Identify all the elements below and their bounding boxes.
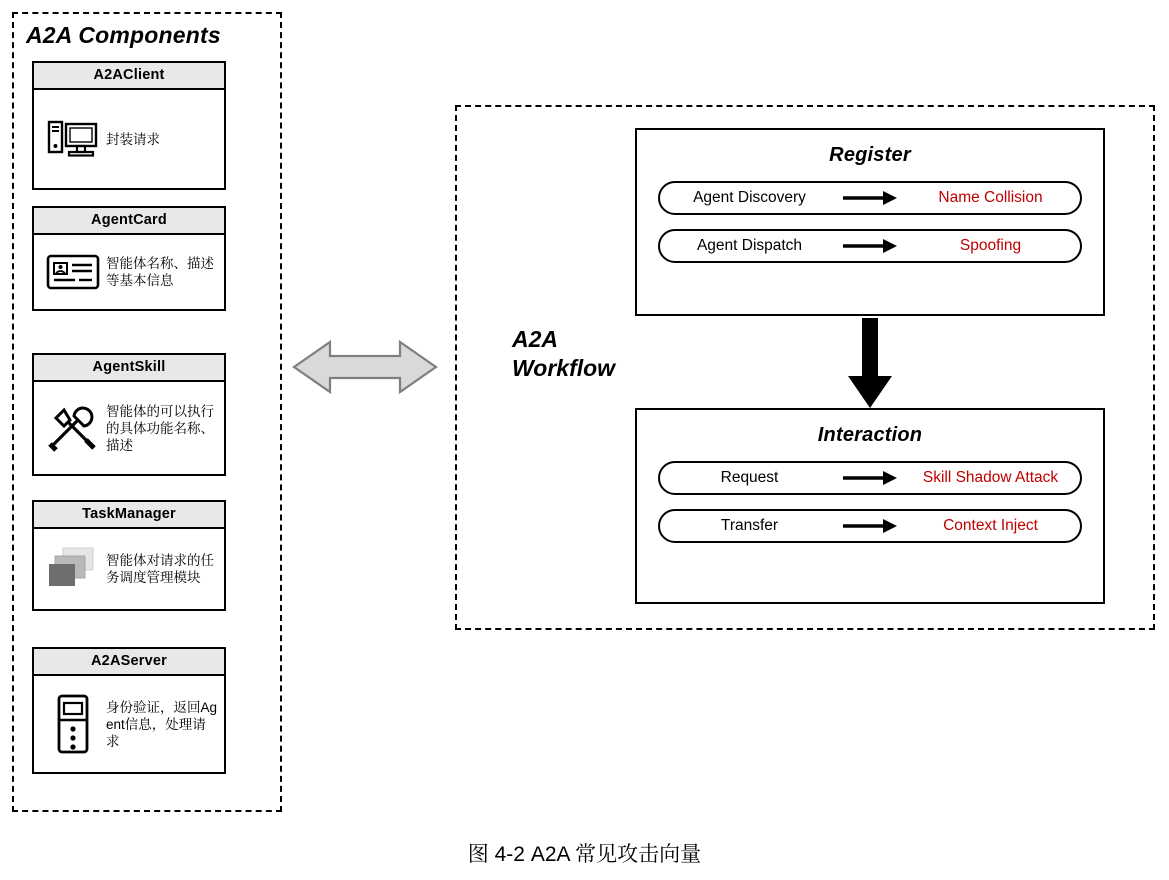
card-body-agentcard	[34, 235, 224, 309]
flow-right-label: Skill Shadow Attack	[922, 469, 1059, 486]
card-body-a2aclient	[34, 90, 224, 188]
component-card-a2aserver	[32, 647, 226, 774]
flow-row-transfer	[658, 509, 1082, 543]
component-card-taskmanager	[32, 500, 226, 611]
flow-row-agent-dispatch	[658, 229, 1082, 263]
phase-title-register: Register	[829, 144, 911, 166]
right-arrow-icon	[839, 190, 901, 206]
flow-left-label: Transfer	[720, 517, 779, 534]
desktop-computer-icon	[42, 112, 104, 166]
tools-icon	[42, 400, 104, 456]
components-panel-title: A2A Components	[26, 22, 221, 48]
down-arrow-icon	[845, 318, 895, 410]
right-arrow-icon	[839, 518, 901, 534]
card-header-taskmanager: TaskManager	[34, 502, 224, 529]
phase-title-interaction: Interaction	[817, 424, 923, 446]
workflow-panel-title: A2A Workflow	[512, 326, 616, 381]
card-text-a2aclient: 封装请求	[106, 131, 160, 147]
flow-right-label: Spoofing	[959, 237, 1022, 254]
server-icon	[42, 692, 104, 756]
figure-caption: 图 4-2 A2A 常见攻击向量	[467, 843, 702, 866]
component-card-agentskill	[32, 353, 226, 476]
flow-right-label: Context Inject	[943, 517, 1038, 534]
card-header-a2aclient: A2AClient	[34, 63, 224, 90]
phase-box-interaction	[635, 408, 1105, 604]
card-header-a2aserver: A2AServer	[34, 649, 224, 676]
card-body-taskmanager	[34, 529, 224, 609]
card-header-agentcard: AgentCard	[34, 208, 224, 235]
card-text-agentskill: 智能体的可以执行的具体功能名称、描述	[106, 403, 214, 453]
right-arrow-icon	[839, 470, 901, 486]
flow-left-label: Agent Discovery	[693, 189, 806, 206]
flow-row-request	[658, 461, 1082, 495]
card-text-a2aserver: 身份验证，返回Agent信息，处理请求	[106, 699, 218, 749]
right-arrow-icon	[839, 238, 901, 254]
flow-row-agent-discovery	[658, 181, 1082, 215]
flow-left-label: Request	[720, 469, 779, 486]
card-text-agentcard: 智能体名称、描述等基本信息	[106, 256, 214, 288]
flow-left-label: Agent Dispatch	[696, 237, 803, 254]
card-body-agentskill	[34, 382, 224, 474]
flow-right-label: Name Collision	[938, 189, 1043, 206]
component-card-agentcard	[32, 206, 226, 311]
id-card-icon	[42, 251, 104, 293]
double-headed-arrow-icon	[290, 336, 440, 398]
card-header-agentskill: AgentSkill	[34, 355, 224, 382]
phase-box-register	[635, 128, 1105, 316]
card-body-a2aserver	[34, 676, 224, 772]
component-card-a2aclient	[32, 61, 226, 190]
card-text-taskmanager: 智能体对请求的任务调度管理模块	[106, 553, 214, 585]
stacked-squares-icon	[42, 544, 104, 594]
